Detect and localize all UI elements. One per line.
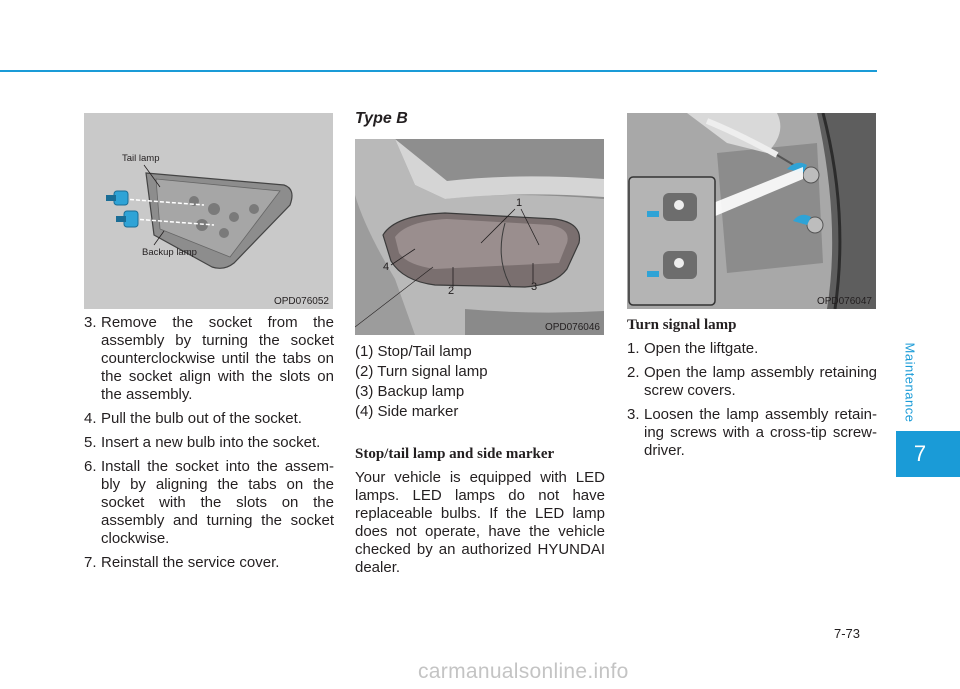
step-6: 6. Install the socket into the assem-bly by aligning the tabs on the socket with the slots on the assembly and turning the socket clockwise. — [84, 458, 334, 547]
section-heading-stop-tail: Stop/tail lamp and side marker — [355, 446, 555, 462]
legend-item: (3) Backup lamp — [355, 383, 465, 400]
callout-number-1: 1 — [516, 197, 523, 209]
legend-item: (4) Side marker — [355, 403, 459, 420]
type-b-heading: Type B — [355, 110, 408, 127]
callout-tail-lamp: Tail lamp — [122, 153, 160, 164]
section-heading-turn-signal: Turn signal lamp — [627, 317, 737, 333]
left-column — [84, 314, 334, 578]
step-3: 3. Loosen the lamp assembly retain-ing screws with a cross-tip screw-driver. — [627, 406, 877, 459]
step-5: 5. Insert a new bulb into the socket. — [84, 434, 321, 451]
legend-item: (1) Stop/Tail lamp — [355, 343, 472, 360]
callout-number-4: 4 — [383, 261, 390, 273]
figure-code: OPD076046 — [544, 322, 600, 333]
led-paragraph: Your vehicle is equipped with LED lamps. LED lamps do not have replaceable bulbs. If the LED lamp does not operate, have the vehicle checked by an authorized HYUNDAI dealer. — [355, 469, 605, 576]
figure-type-b-lamp — [355, 139, 604, 335]
callout-number-3: 3 — [531, 281, 538, 293]
callout-backup-lamp: Backup lamp — [142, 247, 197, 258]
legend-item: (2) Turn signal lamp — [355, 363, 488, 380]
header-rule — [0, 70, 877, 72]
middle-column — [355, 343, 605, 577]
turn-signal-screws-illustration — [627, 113, 876, 309]
step-3: 3. Remove the socket from the assembly by turning the socket counterclockwise until the tabs on the socket align with the slots on the assembly. — [84, 314, 334, 403]
step-1: 1. Open the liftgate. — [627, 340, 759, 357]
type-b-rear-lamp-illustration — [355, 139, 604, 335]
figure-code: OPD076052 — [273, 296, 329, 307]
right-column — [627, 316, 877, 466]
watermark: carmanualsonline.info — [418, 660, 629, 683]
section-side-label: Maintenance — [902, 342, 918, 423]
figure-code: OPD076047 — [816, 296, 872, 307]
chapter-tab: 7 — [896, 431, 960, 477]
tail-lamp-socket-illustration — [84, 113, 333, 309]
page-number: 7-73 — [834, 626, 861, 641]
step-2: 2. Open the lamp assembly retaining screw covers. — [627, 364, 877, 399]
step-4: 4. Pull the bulb out of the socket. — [84, 410, 302, 427]
callout-number-2: 2 — [448, 285, 455, 297]
step-7: 7. Reinstall the service cover. — [84, 554, 280, 571]
figure-tail-lamp-sockets — [84, 113, 333, 309]
figure-turn-signal-lamp — [627, 113, 876, 309]
